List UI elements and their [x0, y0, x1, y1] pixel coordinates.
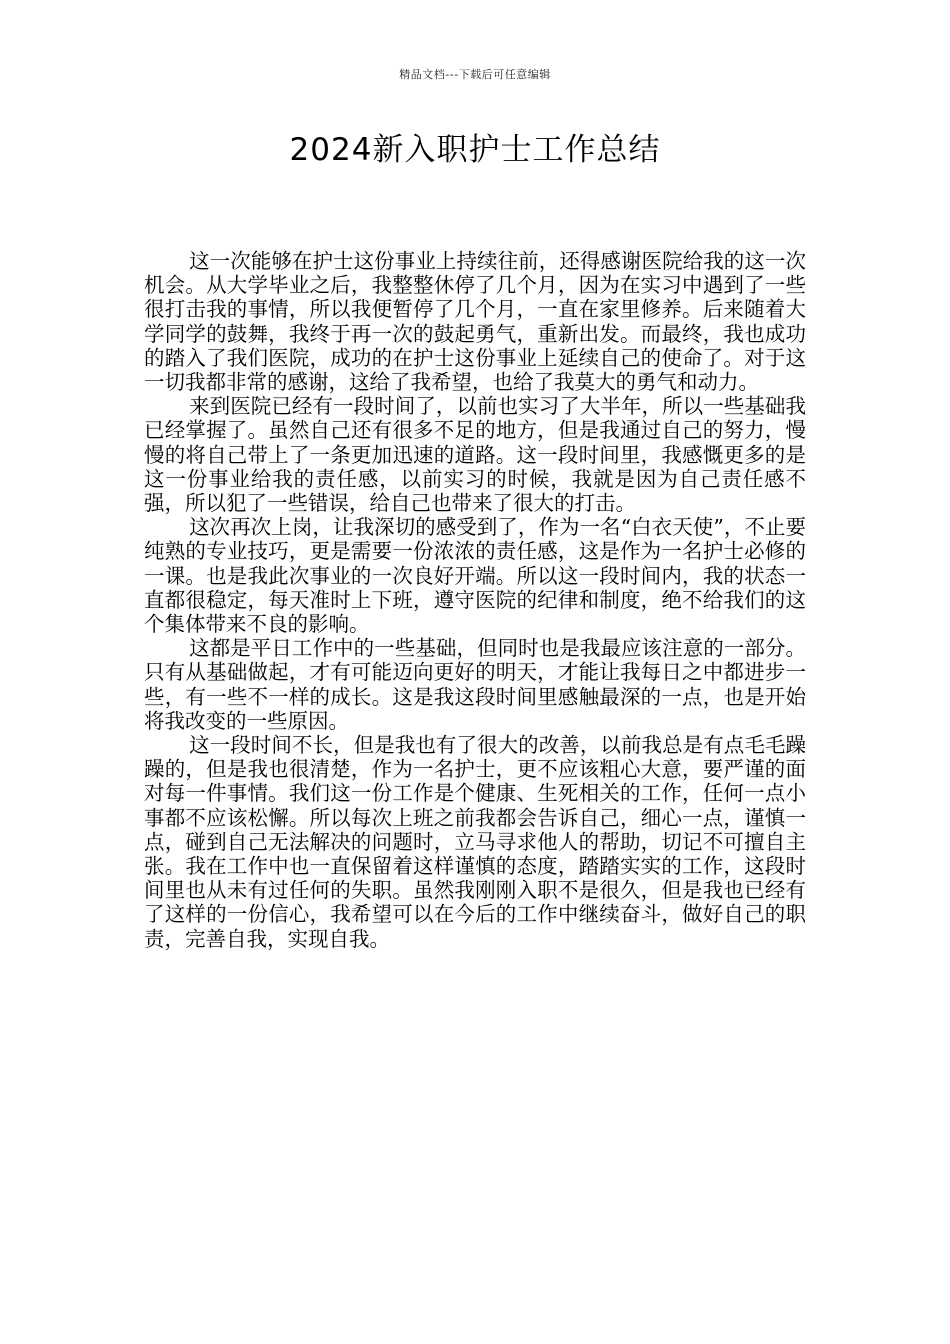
document-title: 2024新入职护士工作总结 [289, 132, 661, 168]
document-body [144, 249, 806, 951]
header-note: 精品文档---下载后可任意编辑 [399, 68, 551, 81]
paragraph-1: 这一次能够在护士这份事业上持续往前，还得感谢医院给我的这一次机会。从大学毕业之后，我整整休停了几个月，因为在实习中遇到了一些很打击我的事情，所以我便暂停了几个月，一直在家里修养。后来随着大学同学的鼓舞，我终于再一次的鼓起勇气，重新出发。而最终，我也成功的踏入了我们医院，成功的在护士这份事业上延续自己的使命了。对于这一切我都非常的感谢，这给了我希望，也给了我莫大的勇气和动力。 [144, 249, 806, 395]
paragraph-5: 这一段时间不长，但是我也有了很大的改善，以前我总是有点毛毛躁躁的，但是我也很清楚，作为一名护士，更不应该粗心大意，要严谨的面对每一件事情。我们这一份工作是个健康、生死相关的工作，任何一点小事都不应该松懈。所以每次上班之前我都会告诉自己，细心一点，谨慎一点，碰到自己无法解决的问题时，立马寻求他人的帮助，切记不可擅自主张。我在工作中也一直保留着这样谨慎的态度，踏踏实实的工作，这段时间里也从未有过任何的失职。虽然我刚刚入职不是很久，但是我也已经有了这样的一份信心，我希望可以在今后的工作中继续奋斗，做好自己的职责，完善自我，实现自我。 [144, 733, 806, 951]
paragraph-3: 这次再次上岗，让我深切的感受到了，作为一名“白衣天使”，不止要纯熟的专业技巧，更是需要一份浓浓的责任感，这是作为一名护士必修的一课。也是我此次事业的一次良好开端。所以这一段时间内，我的状态一直都很稳定，每天准时上下班，遵守医院的纪律和制度，绝不给我们的这个集体带来不良的影响。 [144, 515, 806, 637]
paragraph-4: 这都是平日工作中的一些基础，但同时也是我最应该注意的一部分。只有从基础做起，才有可能迈向更好的明天，才能让我每日之中都进步一些，有一些不一样的成长。这是我这段时间里感触最深的一点，也是开始将我改变的一些原因。 [144, 636, 806, 733]
paragraph-2: 来到医院已经有一段时间了，以前也实习了大半年，所以一些基础我已经掌握了。虽然自己还有很多不足的地方，但是我通过自己的努力，慢慢的将自己带上了一条更加迅速的道路。这一段时间里，我感慨更多的是这一份事业给我的责任感，以前实习的时候，我就是因为自己责任感不强，所以犯了一些错误，给自己也带来了很大的打击。 [144, 394, 806, 516]
